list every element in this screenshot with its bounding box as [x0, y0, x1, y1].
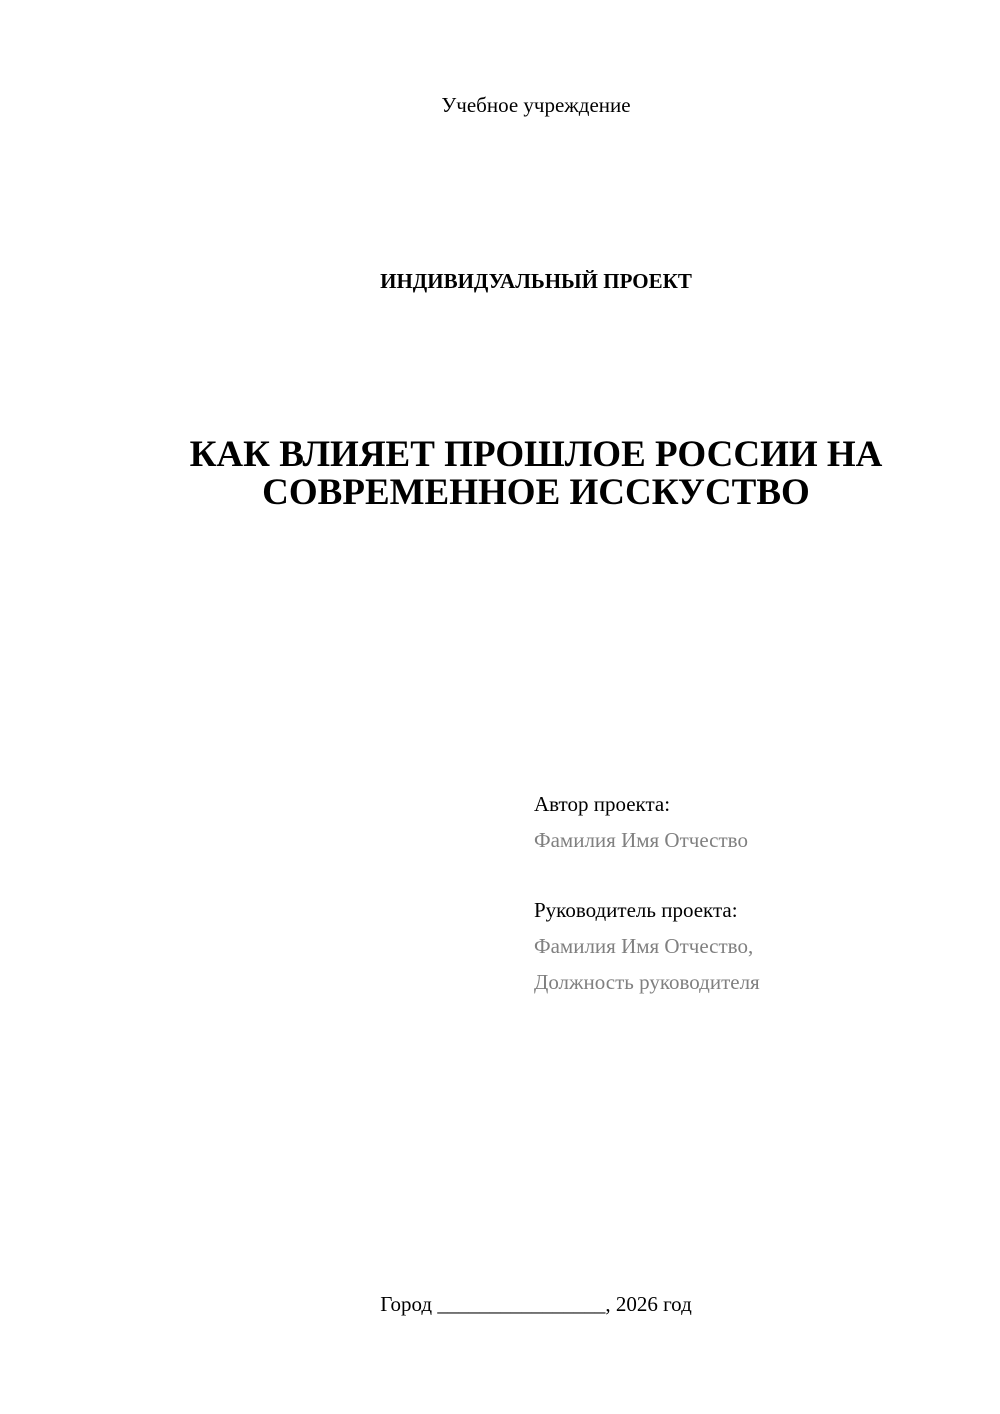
supervisor-position: Должность руководителя [534, 970, 760, 994]
project-title-line-1: КАК ВЛИЯЕТ ПРОШЛОЕ РОССИИ НА [189, 434, 883, 475]
supervisor-name: Фамилия Имя Отчество, [534, 934, 754, 958]
project-title [0, 436, 1000, 512]
city-year-line: Город ________________, 2026 год [380, 1292, 692, 1316]
supervisor-label: Руководитель проекта: [534, 898, 738, 922]
author-label: Автор проекта: [534, 792, 671, 816]
project-title-line-2: СОВРЕМЕННОЕ ИССКУСТВО [262, 472, 810, 513]
institution-name: Учебное учреждение [441, 93, 631, 117]
spacer [534, 858, 974, 892]
document-type: ИНДИВИДУАЛЬНЫЙ ПРОЕКТ [380, 269, 692, 293]
project-info-block [534, 786, 974, 1000]
author-name: Фамилия Имя Отчество [534, 828, 748, 852]
